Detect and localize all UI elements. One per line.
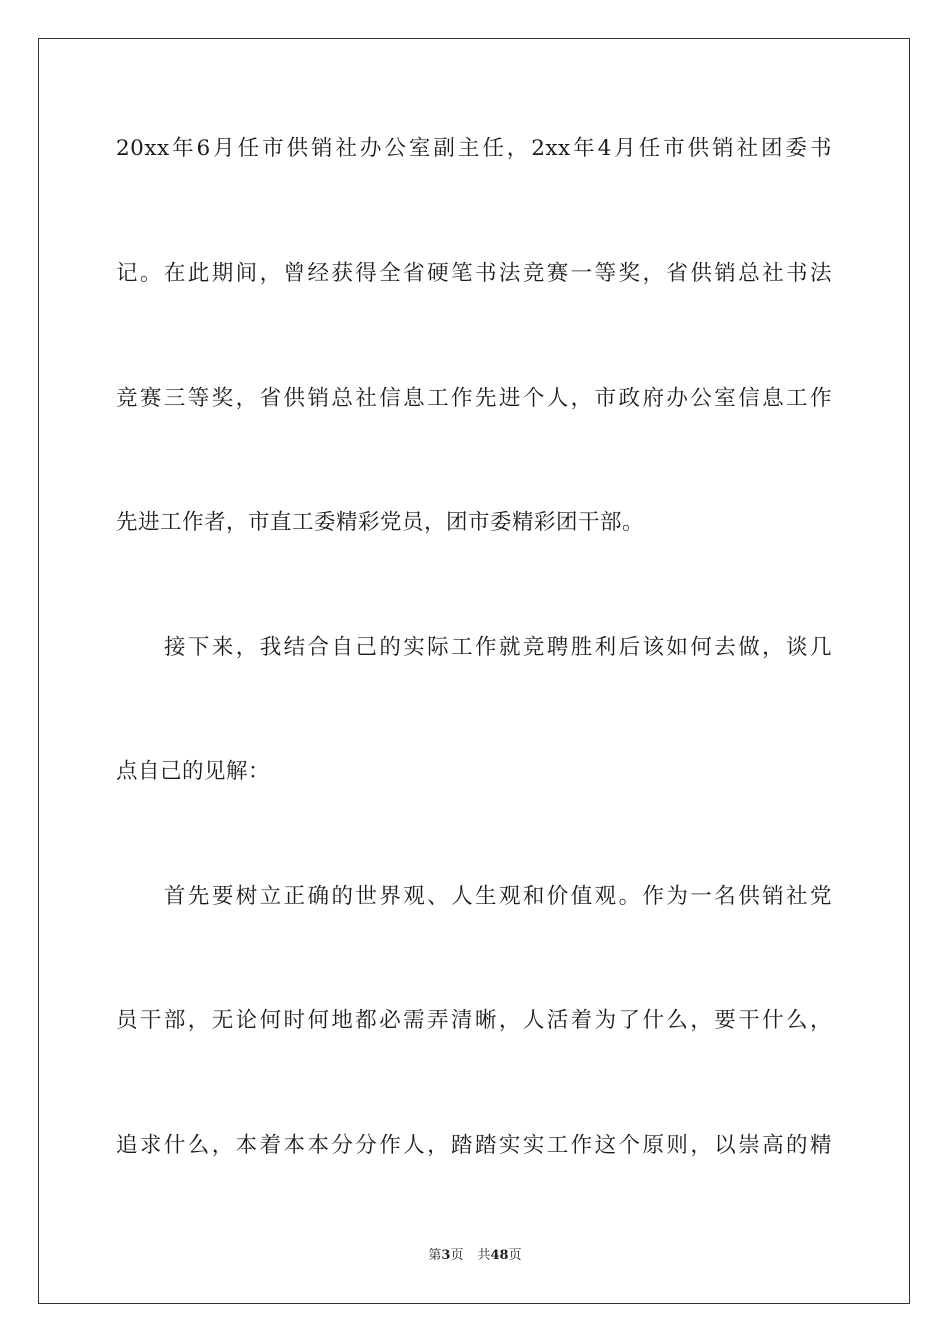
body-line-5: 接下来，我结合自己的实际工作就竞聘胜利后该如何去做，谈几: [164, 635, 832, 660]
page-suffix: 页: [450, 1248, 464, 1263]
body-line-8: 员干部，无论何时何地都必需弄清晰，人活着为了什么，要干什么，: [116, 1008, 832, 1033]
total-pages: 48: [490, 1248, 509, 1263]
body-line-1: 20xx年6月任市供销社办公室副主任，2xx年4月任市供销社团委书: [116, 136, 832, 161]
body-line-7: 首先要树立正确的世界观、人生观和价值观。作为一名供销社党: [164, 884, 832, 909]
total-suffix: 页: [508, 1248, 522, 1263]
body-line-6: 点自己的见解：: [116, 759, 271, 784]
page-prefix: 第: [428, 1248, 442, 1263]
body-line-2: 记。在此期间，曾经获得全省硬笔书法竞赛一等奖，省供销总社书法: [116, 261, 832, 286]
page-border: [38, 38, 910, 1304]
total-prefix: 共: [477, 1248, 491, 1263]
body-line-4: 先进工作者，市直工委精彩党员，团市委精彩团干部。: [116, 510, 645, 535]
body-line-3: 竞赛三等奖，省供销总社信息工作先进个人，市政府办公室信息工作: [116, 386, 832, 411]
body-line-9: 追求什么，本着本本分分作人，踏踏实实工作这个原则，以崇高的精: [116, 1133, 832, 1158]
page-footer: [0, 1247, 950, 1265]
page-number: 3: [441, 1248, 451, 1263]
